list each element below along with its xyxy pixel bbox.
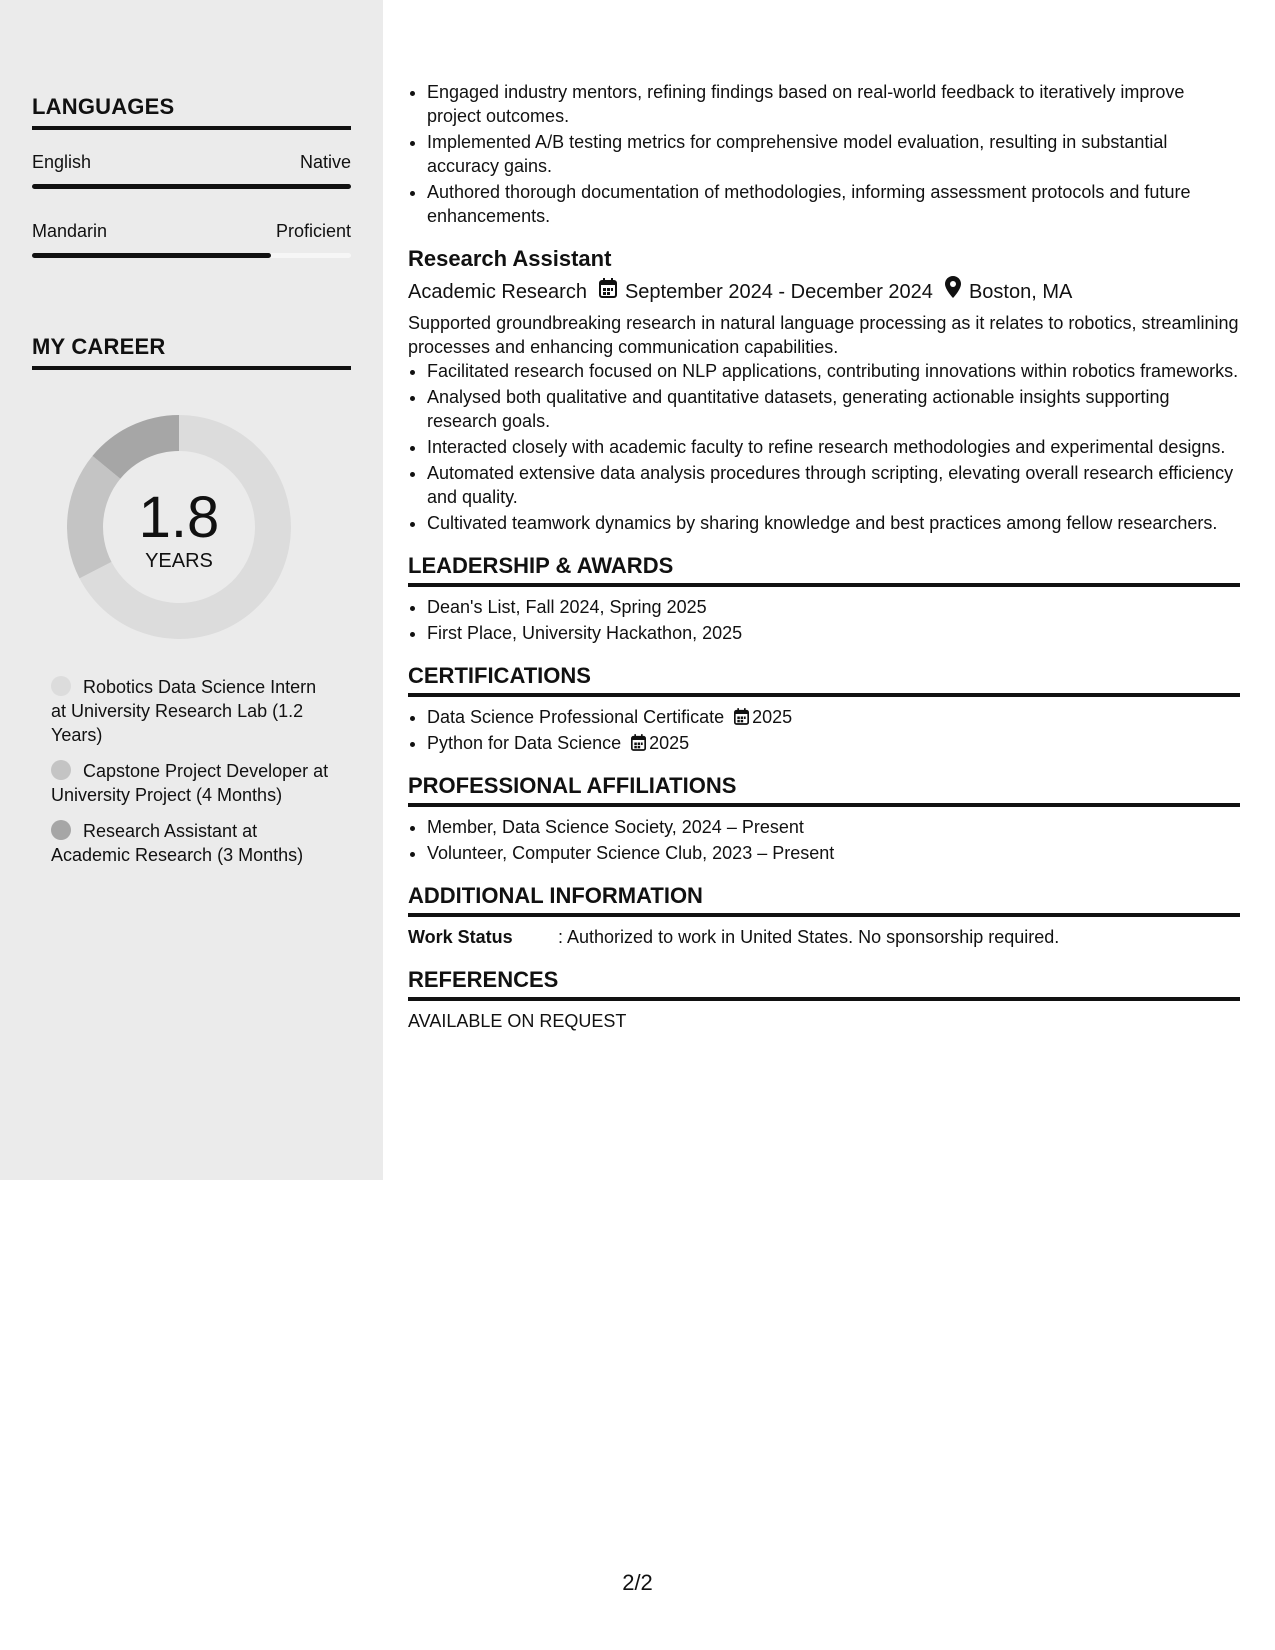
legend-dot-icon: [51, 820, 71, 840]
list-item: • Interacted closely with academic faculty to refine research methodologies and experimental designs.: [427, 435, 1240, 459]
cert-name: Data Science Professional Certificate: [427, 707, 725, 727]
job-org: Academic Research: [408, 280, 587, 303]
legend-item: [51, 819, 336, 867]
certifications-list: [408, 705, 1240, 755]
additional-info-heading: ADDITIONAL INFORMATION: [408, 883, 1240, 917]
career-total-unit: YEARS: [145, 549, 213, 572]
list-item: • Engaged industry mentors, refining findings based on real-world feedback to iteratively improve project outcomes.: [427, 80, 1240, 128]
list-item: • Member, Data Science Society, 2024 – Present: [427, 815, 1240, 839]
career-legend: [51, 675, 336, 879]
job-dates: September 2024 - December 2024: [624, 280, 933, 303]
job-bullets: [408, 359, 1240, 535]
language-name: English: [32, 152, 92, 172]
language-bar-fill: [32, 184, 351, 189]
list-item: • Analysed both qualitative and quantitative datasets, generating actionable insights supporting research goals.: [427, 385, 1240, 433]
list-item: • Cultivated teamwork dynamics by sharing knowledge and best practices among fellow researchers.: [427, 511, 1240, 535]
language-row-english: [32, 152, 351, 173]
list-item: • Facilitated research focused on NLP applications, contributing innovations within robotics frameworks.: [427, 359, 1240, 383]
sidebar: [0, 0, 383, 1180]
affiliations-list: [408, 815, 1240, 865]
job-meta: [408, 276, 1240, 307]
donut-center: [67, 415, 291, 639]
career-donut-chart: [67, 415, 291, 639]
cert-name: Python for Data Science: [427, 733, 622, 753]
list-item: • Volunteer, Computer Science Club, 2023 – Present: [427, 841, 1240, 865]
job-title: Research Assistant: [408, 246, 612, 271]
awards-list: [408, 595, 1240, 645]
language-bar-english: [32, 184, 351, 189]
affiliations-heading: PROFESSIONAL AFFILIATIONS: [408, 773, 1240, 807]
list-item: • Automated extensive data analysis procedures through scripting, elevating overall research efficiency and quality.: [427, 461, 1240, 509]
calendar-icon: [599, 277, 617, 307]
location-pin-icon: [945, 276, 961, 307]
list-item: [427, 705, 1240, 729]
languages-heading: LANGUAGES: [32, 94, 351, 130]
list-item: • First Place, University Hackathon, 2025: [427, 621, 1240, 645]
language-bar-fill: [32, 253, 271, 258]
job-location: Boston, MA: [968, 280, 1073, 303]
list-item: [427, 731, 1240, 755]
job-summary: Supported groundbreaking research in natural language processing as it relates to robotics, streamlining processes and enhancing communication capabilities.: [408, 313, 1239, 357]
language-level: Proficient: [275, 221, 351, 241]
legend-item: [51, 759, 336, 807]
main-content: [408, 80, 1240, 1033]
awards-heading: LEADERSHIP & AWARDS: [408, 553, 1240, 587]
prev-job-bullets: [408, 80, 1240, 228]
list-item: • Implemented A/B testing metrics for comprehensive model evaluation, resulting in substantial accuracy gains.: [427, 130, 1240, 178]
language-row-mandarin: [32, 221, 351, 242]
legend-dot-icon: [51, 676, 71, 696]
references-text: AVAILABLE ON REQUEST: [408, 1011, 627, 1031]
cert-year: 2025: [752, 707, 793, 727]
cert-year: 2025: [649, 733, 690, 753]
work-status-value: : Authorized to work in United States. No sponsorship required.: [558, 927, 1060, 947]
career-total-years: 1.8: [138, 484, 220, 550]
cert-date: [631, 733, 689, 753]
certifications-heading: CERTIFICATIONS: [408, 663, 1240, 697]
language-bar-mandarin: [32, 253, 351, 258]
page-number: 2/2: [622, 1570, 653, 1595]
work-status-row: [408, 925, 1240, 949]
legend-label: Capstone Project Developer at University Project (4 Months): [51, 761, 329, 805]
language-name: Mandarin: [32, 221, 108, 241]
language-level: Native: [299, 152, 351, 172]
references-heading: REFERENCES: [408, 967, 1240, 1001]
list-item: • Authored thorough documentation of methodologies, informing assessment protocols and future enhancements.: [427, 180, 1240, 228]
work-status-label: Work Status: [408, 927, 513, 947]
calendar-icon: [734, 708, 749, 725]
list-item: • Dean's List, Fall 2024, Spring 2025: [427, 595, 1240, 619]
calendar-icon: [631, 734, 646, 751]
legend-label: Robotics Data Science Intern at University Research Lab (1.2 Years): [51, 677, 317, 745]
cert-date: [734, 707, 792, 727]
legend-label: Research Assistant at Academic Research (3 Months): [51, 821, 304, 865]
career-heading: MY CAREER: [32, 334, 351, 370]
legend-dot-icon: [51, 760, 71, 780]
legend-item: [51, 675, 336, 747]
